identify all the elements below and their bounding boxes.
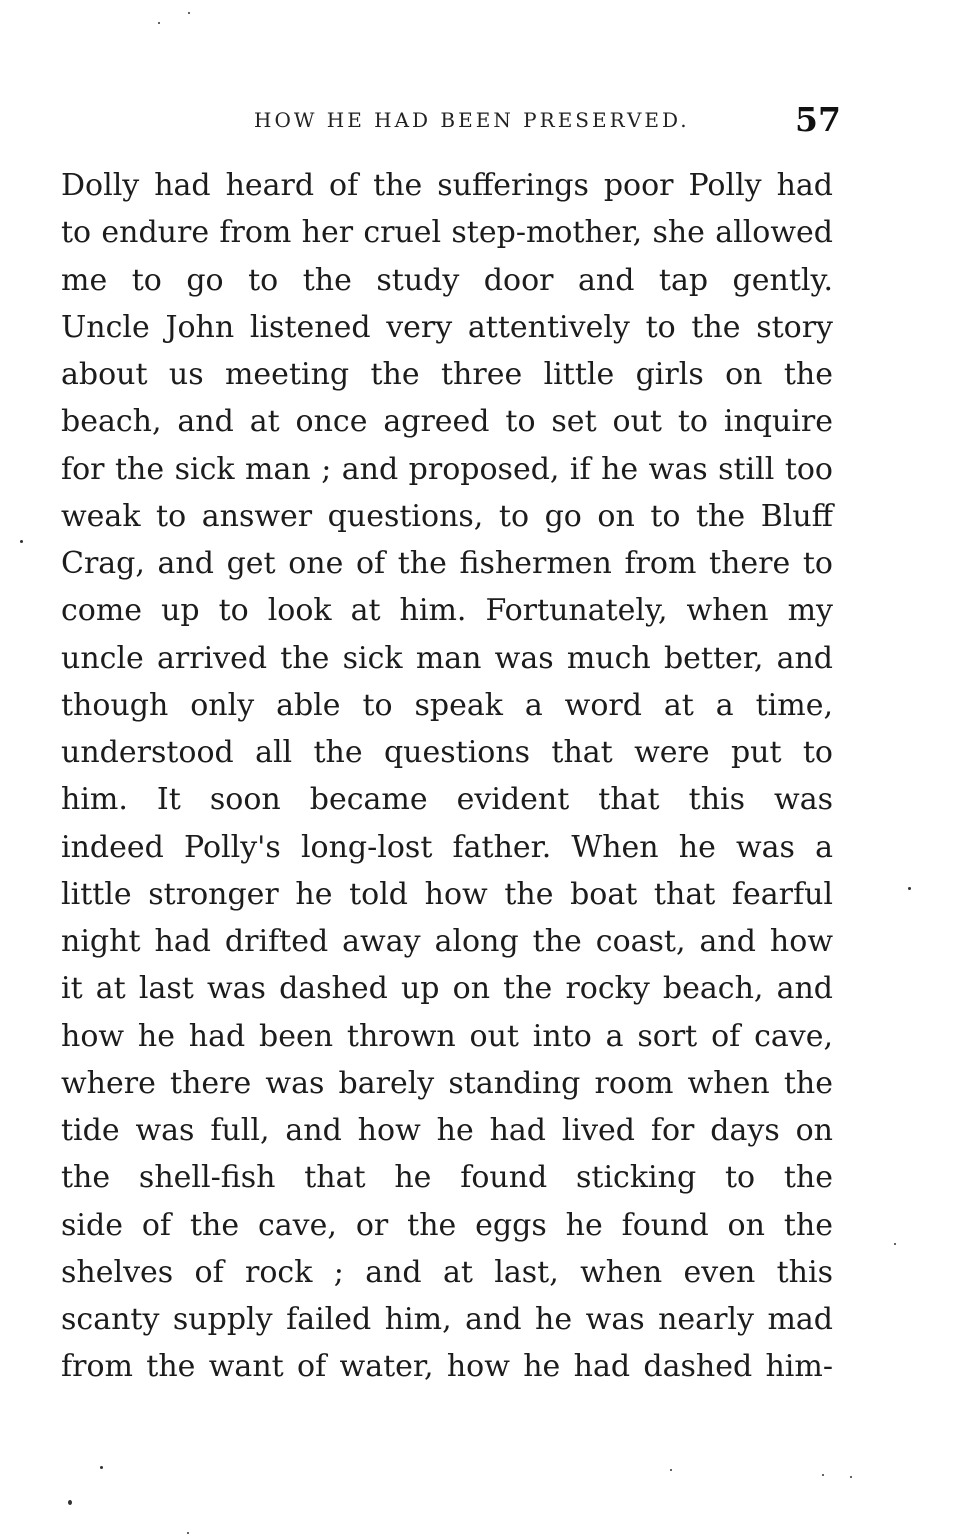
text-line: side of the cave, or the eggs he found on the — [61, 1207, 833, 1243]
text-line: beach, and at once agreed to set out to inquire — [61, 404, 833, 440]
ink-speck — [187, 1532, 189, 1534]
text-line: uncle arrived the sick man was much better, and — [61, 640, 833, 676]
text-line: shelves of rock ; and at last, when even this — [61, 1254, 833, 1290]
text-line: night had drifted away along the coast, and how — [61, 924, 833, 959]
text-line: where there was barely standing room when the — [61, 1065, 833, 1101]
text-line: me to go to the study door and tap gently. — [61, 262, 833, 298]
text-line: Crag, and get one of the fishermen from there to — [61, 546, 833, 581]
ink-speck — [100, 1466, 103, 1469]
body-text — [61, 158, 833, 1387]
text-line: little stronger he told how the boat that fearful — [61, 876, 833, 912]
ink-speck — [670, 1469, 672, 1471]
ink-speck — [908, 887, 911, 890]
text-line: how he had been thrown out into a sort of cave, — [61, 1018, 833, 1054]
text-line: weak to answer questions, to go on to the Bluff — [61, 498, 833, 534]
text-line: Dolly had heard of the sufferings poor Polly had — [61, 168, 833, 203]
text-line: to endure from her cruel step-mother, she allowed — [61, 215, 833, 251]
text-line: Uncle John listened very attentively to the story — [61, 309, 833, 345]
running-head — [0, 100, 971, 139]
text-line: for the sick man ; and proposed, if he was still too — [61, 451, 833, 487]
text-line: from the want of water, how he had dashed him- — [61, 1349, 833, 1385]
text-line: though only able to speak a word at a time, — [61, 687, 833, 723]
page-number: 57 — [795, 100, 841, 139]
text-line: tide was full, and how he had lived for days on — [61, 1113, 833, 1148]
ink-speck — [188, 12, 190, 14]
ink-speck — [20, 540, 23, 543]
ink-speck — [822, 1474, 824, 1476]
text-line: indeed Polly's long-lost father. When he was a — [61, 829, 833, 865]
running-title: HOW HE HAD BEEN PRESERVED. — [254, 108, 690, 132]
text-line: him. It soon became evident that this was — [61, 782, 833, 818]
text-line: the shell-fish that he found sticking to the — [61, 1160, 833, 1196]
ink-speck — [158, 22, 160, 24]
text-line: about us meeting the three little girls on the — [61, 357, 833, 392]
ink-speck — [850, 1476, 852, 1478]
ink-speck — [894, 1243, 896, 1245]
text-line: understood all the questions that were put to — [61, 735, 833, 770]
text-line: scanty supply failed him, and he was nearly mad — [61, 1302, 833, 1337]
text-line: come up to look at him. Fortunately, when my — [61, 593, 833, 629]
ink-speck — [68, 1500, 72, 1505]
text-line: it at last was dashed up on the rocky beach, and — [61, 971, 833, 1007]
